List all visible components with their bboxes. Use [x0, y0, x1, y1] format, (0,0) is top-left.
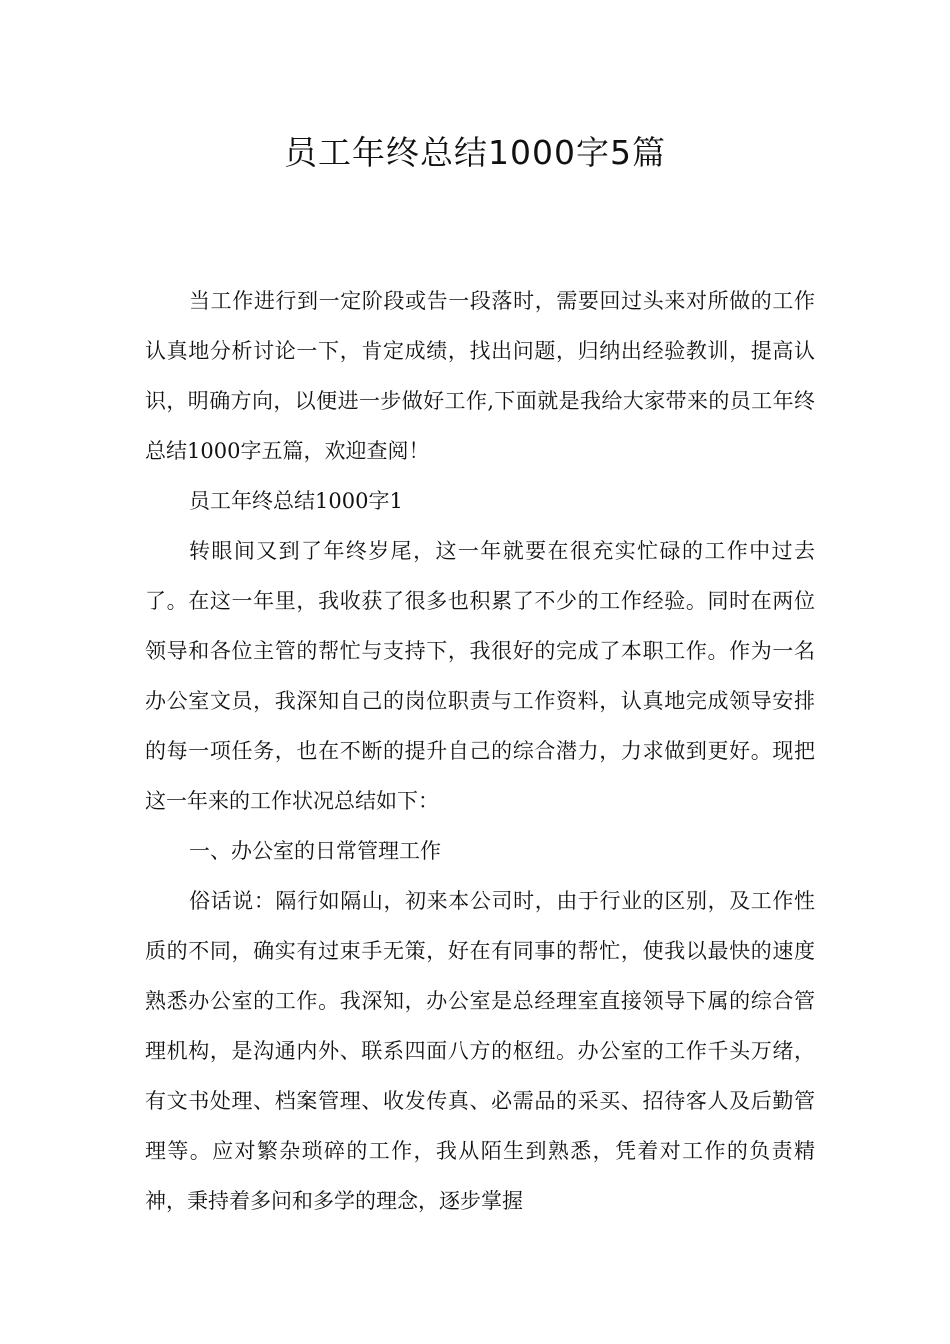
section-heading: 员工年终总结1000字1 — [189, 489, 403, 513]
body-paragraph: 俗话说：隔行如隔山，初来本公司时，由于行业的区别，及工作性质的不同，确实有过束手无策，好在有同事的帮忙，使我以最快的速度熟悉办公室的工作。我深知，办公室是总经理室直接领导下属的综合管理机构，是沟通内外、联系四面八方的枢纽。办公室的工作千头万绪，有文书处理、档案管理、收发传真、必需品的采买、招待客人及后勤管理等。应对繁杂琐碎的工作，我从陌生到熟悉，凭着对工作的负责精神，秉持着多问和多学的理念，逐步掌握 — [145, 889, 815, 1213]
document-body — [145, 276, 815, 1226]
document-title: 员工年终总结1000字5篇 — [284, 133, 666, 172]
intro-paragraph: 当工作进行到一定阶段或告一段落时，需要回过头来对所做的工作认真地分析讨论一下，肯定成绩，找出问题，归纳出经验教训，提高认识，明确方向，以便进一步做好工作,下面就是我给大家带来的员工年终总结1000字五篇，欢迎查阅！ — [145, 289, 815, 463]
subsection-heading: 一、办公室的日常管理工作 — [189, 839, 441, 863]
body-paragraph: 转眼间又到了年终岁尾，这一年就要在很充实忙碌的工作中过去了。在这一年里，我收获了很多也积累了不少的工作经验。同时在两位领导和各位主管的帮忙与支持下，我很好的完成了本职工作。作为一名办公室文员，我深知自己的岗位职责与工作资料，认真地完成领导安排的每一项任务，也在不断的提升自己的综合潜力，力求做到更好。现把这一年来的工作状况总结如下： — [145, 539, 815, 813]
